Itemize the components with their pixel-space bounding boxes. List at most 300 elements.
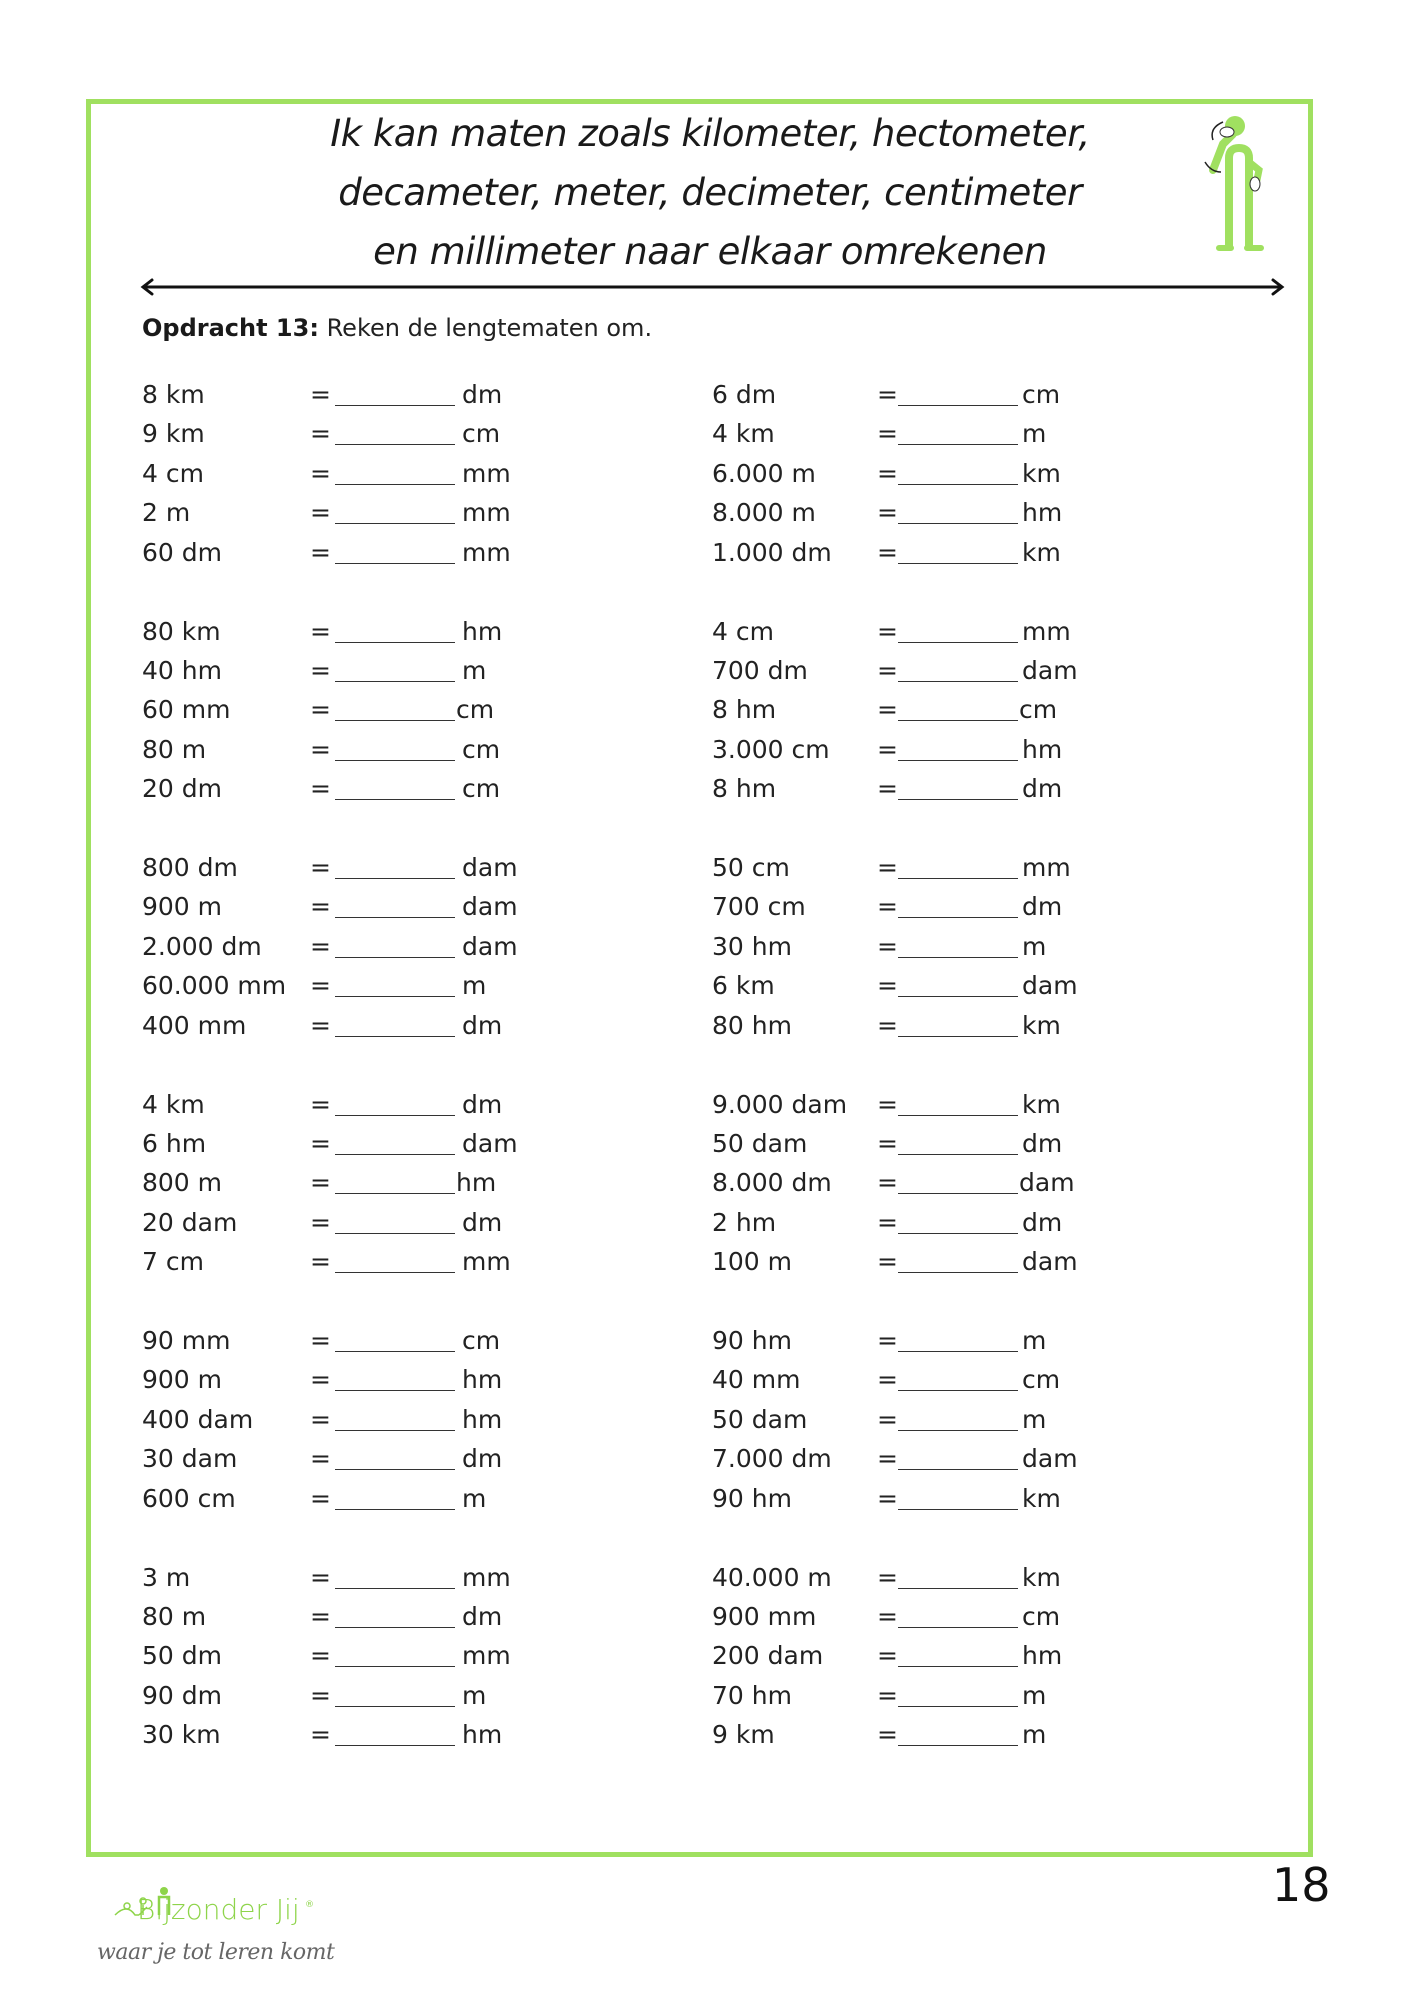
answer-blank[interactable] [335,692,455,721]
answer-blank[interactable] [898,692,1018,721]
given-value: 50 dam [712,1404,808,1434]
given-value: 40.000 m [712,1562,832,1592]
equals-sign: = [877,1326,898,1355]
answer-blank[interactable] [898,1599,1018,1628]
answer-blank[interactable] [335,1008,455,1037]
equals-sign: = [310,1483,331,1513]
given-value: 800 dm [142,853,238,882]
answer-blank[interactable] [898,1165,1018,1194]
task-heading [142,312,652,344]
target-unit: dam [1022,971,1078,1001]
exercise-row [142,1717,522,1753]
target-unit: m [462,971,487,1001]
given-value: 8.000 m [712,498,816,528]
equals-sign: = [310,655,331,685]
equals-sign: = [877,1365,898,1395]
target-unit: dm [1022,1207,1063,1237]
target-unit: mm [462,537,511,567]
answer-blank[interactable] [335,1717,455,1746]
equals-sign: = [310,1247,331,1277]
exercise-row [142,377,522,413]
given-value: 6 dm [712,380,777,409]
answer-blank[interactable] [898,771,1018,800]
exercise-row [712,1717,1092,1753]
target-unit: dam [1019,1168,1075,1198]
given-value: 90 mm [142,1326,231,1355]
task-instruction: Reken de lengtematen om. [326,314,653,342]
equals-sign: = [310,1641,331,1671]
exercise-row [712,1678,1092,1714]
exercise-row [142,1441,522,1477]
equals-sign: = [877,853,898,882]
given-value: 700 cm [712,892,806,922]
equals-sign: = [310,380,331,409]
exercise-row [712,1244,1092,1280]
target-unit: dam [1022,1247,1078,1277]
answer-blank[interactable] [898,1205,1018,1234]
answer-blank[interactable] [898,1638,1018,1667]
exercise-row [142,889,522,925]
equals-sign: = [310,537,331,567]
target-unit: hm [462,1720,503,1750]
given-value: 50 cm [712,853,790,882]
brand-tagline: waar je tot leren komt [97,1940,335,1965]
given-value: 400 mm [142,1010,247,1040]
answer-blank[interactable] [335,1165,455,1194]
given-value: 8 km [142,380,205,409]
target-unit: hm [1022,1641,1063,1671]
target-unit: dm [462,1089,503,1119]
answer-blank[interactable] [898,1126,1018,1155]
target-unit: km [1022,537,1061,567]
given-value: 3 m [142,1562,191,1592]
equals-sign: = [310,616,331,646]
exercise-row [142,1678,522,1714]
answer-blank[interactable] [335,1599,455,1628]
equals-sign: = [877,537,898,567]
given-value: 40 mm [712,1365,801,1395]
equals-sign: = [877,1207,898,1237]
answer-blank[interactable] [898,1323,1018,1352]
answer-blank[interactable] [898,1087,1018,1116]
given-value: 30 km [142,1720,221,1750]
answer-blank[interactable] [335,1126,455,1155]
equals-sign: = [877,1010,898,1040]
equals-sign: = [877,774,898,804]
equals-sign: = [877,419,898,449]
answer-blank[interactable] [335,889,455,918]
equals-sign: = [877,1444,898,1474]
given-value: 70 hm [712,1680,792,1710]
title-line: Ik kan maten zoals kilometer, hectometer, [330,112,1090,155]
exercise-row [142,1638,522,1674]
target-unit: cm [456,695,495,725]
answer-blank[interactable] [898,653,1018,682]
equals-sign: = [310,1128,331,1158]
answer-blank[interactable] [335,1205,455,1234]
exercise-row [142,692,522,728]
exercise-row [142,1126,522,1162]
given-value: 80 hm [712,1010,792,1040]
mascot-figure-icon [1195,110,1275,255]
equals-sign: = [877,931,898,961]
answer-blank[interactable] [898,850,1018,879]
answer-blank[interactable] [335,456,455,485]
task-label: Opdracht 13: [142,314,319,342]
exercise-row [712,929,1092,965]
given-value: 90 hm [712,1483,792,1513]
answer-blank[interactable] [335,1441,455,1470]
answer-blank[interactable] [898,889,1018,918]
equals-sign: = [310,498,331,528]
given-value: 60 mm [142,695,231,725]
answer-blank[interactable] [335,771,455,800]
equals-sign: = [310,695,331,725]
exercise-row [142,1244,522,1280]
given-value: 9 km [142,419,205,449]
answer-blank[interactable] [898,1678,1018,1707]
target-unit: dm [462,1010,503,1040]
target-unit: cm [1022,380,1061,409]
equals-sign: = [877,1168,898,1198]
answer-blank[interactable] [335,1638,455,1667]
given-value: 6 km [712,971,775,1001]
answer-blank[interactable] [335,495,455,524]
exercise-row [712,1599,1092,1635]
learning-goal-title [300,104,1120,281]
equals-sign: = [310,458,331,488]
given-value: 4 km [712,419,775,449]
given-value: 80 m [142,1601,207,1631]
answer-blank[interactable] [335,535,455,564]
given-value: 3.000 cm [712,734,830,764]
given-value: 50 dm [142,1641,222,1671]
given-value: 9.000 dam [712,1089,848,1119]
given-value: 7 cm [142,1247,204,1277]
exercise-row [712,377,1092,413]
exercise-row [142,495,522,531]
equals-sign: = [877,1641,898,1671]
registered-mark: ® [305,1900,314,1910]
answer-blank[interactable] [898,456,1018,485]
exercise-row [142,1323,522,1359]
exercise-row [712,1441,1092,1477]
target-unit: cm [1019,695,1058,725]
given-value: 90 hm [712,1326,792,1355]
equals-sign: = [310,1404,331,1434]
exercise-row [142,1008,522,1044]
given-value: 8 hm [712,774,777,804]
answer-blank[interactable] [335,929,455,958]
answer-blank[interactable] [335,1560,455,1589]
answer-blank[interactable] [335,968,455,997]
given-value: 7.000 dm [712,1444,832,1474]
target-unit: cm [462,1326,501,1355]
given-value: 20 dam [142,1207,238,1237]
given-value: 60 dm [142,537,222,567]
answer-blank[interactable] [335,377,455,406]
equals-sign: = [310,1720,331,1750]
target-unit: m [1022,1720,1047,1750]
given-value: 8.000 dm [712,1168,832,1198]
equals-sign: = [877,1128,898,1158]
equals-sign: = [310,1601,331,1631]
target-unit: m [1022,1326,1047,1355]
given-value: 2.000 dm [142,931,262,961]
target-unit: mm [462,1247,511,1277]
given-value: 60.000 mm [142,971,287,1001]
target-unit: m [1022,419,1047,449]
equals-sign: = [310,1207,331,1237]
answer-blank[interactable] [335,732,455,761]
equals-sign: = [877,458,898,488]
given-value: 6 hm [142,1128,207,1158]
exercise-row [712,1008,1092,1044]
given-value: 200 dam [712,1641,824,1671]
target-unit: m [462,655,487,685]
exercise-row [142,1205,522,1241]
exercise-row [142,1599,522,1635]
given-value: 30 dam [142,1444,238,1474]
given-value: 2 m [142,498,191,528]
equals-sign: = [877,1720,898,1750]
answer-blank[interactable] [898,377,1018,406]
target-unit: km [1022,458,1061,488]
target-unit: dm [1022,1128,1063,1158]
target-unit: cm [462,774,501,804]
equals-sign: = [877,1601,898,1631]
answer-blank[interactable] [898,614,1018,643]
target-unit: dm [462,380,503,409]
answer-blank[interactable] [898,416,1018,445]
target-unit: km [1022,1089,1061,1119]
given-value: 4 km [142,1089,205,1119]
target-unit: m [1022,1404,1047,1434]
given-value: 20 dm [142,774,222,804]
answer-blank[interactable] [898,1481,1018,1510]
given-value: 400 dam [142,1404,254,1434]
equals-sign: = [877,1247,898,1277]
given-value: 9 km [712,1720,775,1750]
answer-blank[interactable] [898,535,1018,564]
exercise-row [142,1362,522,1398]
title-line: en millimeter naar elkaar omrekenen [373,230,1047,273]
exercise-row [712,850,1092,886]
equals-sign: = [877,734,898,764]
target-unit: m [1022,931,1047,961]
exercise-row [142,416,522,452]
exercise-row [712,1402,1092,1438]
answer-blank[interactable] [898,929,1018,958]
answer-blank[interactable] [898,968,1018,997]
exercise-row [142,1560,522,1596]
target-unit: dm [462,1444,503,1474]
equals-sign: = [310,892,331,922]
exercise-row [712,535,1092,571]
equals-sign: = [877,380,898,409]
target-unit: km [1022,1483,1061,1513]
target-unit: hm [1022,498,1063,528]
target-unit: mm [1022,853,1071,882]
equals-sign: = [310,1562,331,1592]
answer-blank[interactable] [335,1087,455,1116]
answer-blank[interactable] [898,732,1018,761]
exercise-row [142,732,522,768]
answer-blank[interactable] [335,1323,455,1352]
equals-sign: = [877,1562,898,1592]
target-unit: mm [462,458,511,488]
equals-sign: = [877,1089,898,1119]
given-value: 900 mm [712,1601,817,1631]
given-value: 800 m [142,1168,223,1198]
equals-sign: = [877,655,898,685]
exercise-row [712,456,1092,492]
answer-blank[interactable] [335,614,455,643]
given-value: 40 hm [142,655,222,685]
target-unit: cm [462,734,501,764]
target-unit: cm [462,419,501,449]
exercise-row [142,456,522,492]
target-unit: dam [462,931,518,961]
equals-sign: = [877,1404,898,1434]
equals-sign: = [310,1365,331,1395]
given-value: 8 hm [712,695,777,725]
page-number: 18 [1272,1858,1331,1912]
exercise-row [142,1402,522,1438]
target-unit: mm [462,1641,511,1671]
brand-name: Bijzonder Jij [137,1893,300,1926]
answer-blank[interactable] [898,1441,1018,1470]
equals-sign: = [310,734,331,764]
given-value: 700 dm [712,655,808,685]
equals-sign: = [310,1168,331,1198]
given-value: 4 cm [142,458,204,488]
target-unit: dm [462,1207,503,1237]
answer-blank[interactable] [898,1402,1018,1431]
target-unit: dam [462,853,518,882]
target-unit: km [1022,1562,1061,1592]
target-unit: km [1022,1010,1061,1040]
target-unit: dam [462,892,518,922]
answer-blank[interactable] [335,1481,455,1510]
answer-blank[interactable] [335,1402,455,1431]
exercise-row [142,653,522,689]
exercise-row [142,1087,522,1123]
target-unit: m [462,1483,487,1513]
target-unit: mm [1022,616,1071,646]
target-unit: dm [462,1601,503,1631]
double-arrow-divider [140,276,1285,298]
exercise-row [712,771,1092,807]
exercise-row [142,614,522,650]
target-unit: cm [1022,1365,1061,1395]
exercise-row [712,1165,1092,1201]
answer-blank[interactable] [335,1244,455,1273]
exercise-row [712,732,1092,768]
exercise-row [142,1165,522,1201]
exercise-row [712,495,1092,531]
given-value: 80 km [142,616,221,646]
target-unit: dam [1022,1444,1078,1474]
given-value: 900 m [142,892,223,922]
equals-sign: = [877,695,898,725]
exercise-row [712,614,1092,650]
exercise-row [712,1323,1092,1359]
exercise-row [712,692,1092,728]
given-value: 600 cm [142,1483,236,1513]
answer-blank[interactable] [898,1008,1018,1037]
target-unit: dm [1022,892,1063,922]
given-value: 900 m [142,1365,223,1395]
exercise-row [712,968,1092,1004]
exercise-row [142,535,522,571]
answer-blank[interactable] [335,653,455,682]
title-line: decameter, meter, decimeter, centimeter [338,171,1082,214]
given-value: 1.000 dm [712,537,832,567]
exercise-row [712,653,1092,689]
given-value: 4 cm [712,616,774,646]
equals-sign: = [877,892,898,922]
answer-blank[interactable] [335,1362,455,1391]
answer-blank[interactable] [898,1560,1018,1589]
equals-sign: = [310,1326,331,1355]
given-value: 30 hm [712,931,792,961]
target-unit: mm [462,498,511,528]
equals-sign: = [877,616,898,646]
exercise-row [142,929,522,965]
exercise-row [712,1481,1092,1517]
equals-sign: = [877,1483,898,1513]
answer-blank[interactable] [335,1678,455,1707]
given-value: 90 dm [142,1680,222,1710]
target-unit: hm [1022,734,1063,764]
target-unit: hm [462,1365,503,1395]
target-unit: m [1022,1680,1047,1710]
target-unit: hm [462,616,503,646]
target-unit: dam [1022,655,1078,685]
equals-sign: = [310,1444,331,1474]
equals-sign: = [310,419,331,449]
exercise-row [712,1638,1092,1674]
equals-sign: = [310,1089,331,1119]
given-value: 2 hm [712,1207,777,1237]
given-value: 80 m [142,734,207,764]
answer-blank[interactable] [898,1244,1018,1273]
exercise-row [712,1126,1092,1162]
equals-sign: = [310,1010,331,1040]
exercise-row [142,771,522,807]
answer-blank[interactable] [335,416,455,445]
given-value: 6.000 m [712,458,816,488]
target-unit: dam [462,1128,518,1158]
target-unit: cm [1022,1601,1061,1631]
exercise-row [712,1205,1092,1241]
exercise-row [142,1481,522,1517]
equals-sign: = [877,971,898,1001]
equals-sign: = [310,774,331,804]
exercise-row [142,850,522,886]
answer-blank[interactable] [335,850,455,879]
equals-sign: = [310,1680,331,1710]
exercise-row [712,1362,1092,1398]
answer-blank[interactable] [898,1362,1018,1391]
target-unit: dm [1022,774,1063,804]
equals-sign: = [310,931,331,961]
answer-blank[interactable] [898,1717,1018,1746]
target-unit: hm [462,1404,503,1434]
answer-blank[interactable] [898,495,1018,524]
target-unit: hm [456,1168,497,1198]
